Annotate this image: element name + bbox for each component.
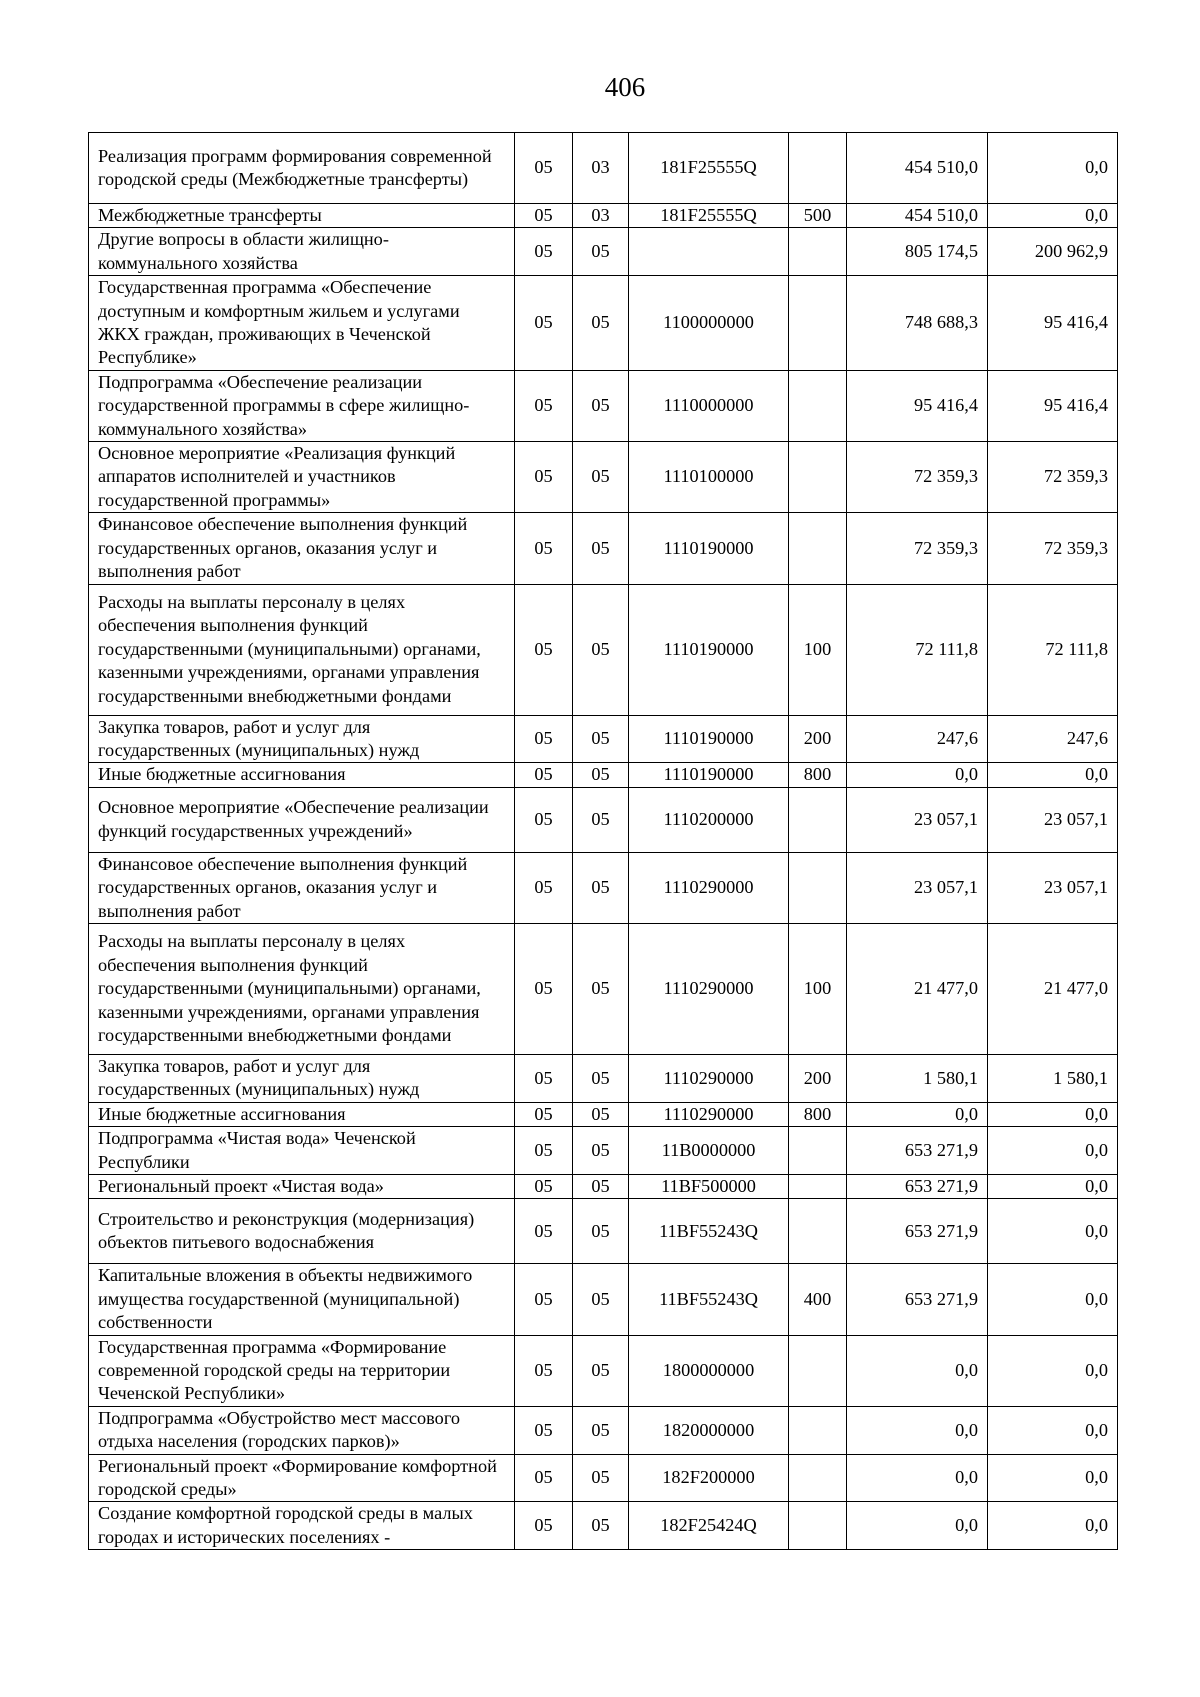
row-section-cell: 05	[515, 1174, 573, 1198]
row-amount-2-cell: 95 416,4	[988, 276, 1118, 371]
row-expense-type-cell	[789, 1174, 847, 1198]
row-name-cell: Региональный проект «Чистая вода»	[89, 1174, 515, 1198]
row-target-article-cell: 1110200000	[629, 787, 789, 852]
row-amount-2-cell: 0,0	[988, 1406, 1118, 1454]
row-amount-1-cell: 805 174,5	[847, 228, 988, 276]
row-amount-1-cell: 653 271,9	[847, 1264, 988, 1335]
table-row	[89, 276, 1118, 371]
row-name-cell: Иные бюджетные ассигнования	[89, 1102, 515, 1126]
row-amount-1-cell: 748 688,3	[847, 276, 988, 371]
row-expense-type-cell: 200	[789, 1054, 847, 1102]
row-subsection-cell: 03	[573, 204, 629, 228]
row-expense-type-cell: 400	[789, 1264, 847, 1335]
row-amount-1-cell: 72 359,3	[847, 513, 988, 584]
row-amount-2-cell: 0,0	[988, 1264, 1118, 1335]
table-row	[89, 204, 1118, 228]
row-section-cell: 05	[515, 1406, 573, 1454]
row-section-cell: 05	[515, 133, 573, 204]
budget-table	[88, 132, 1118, 1550]
row-section-cell: 05	[515, 276, 573, 371]
table-row	[89, 442, 1118, 513]
table-row	[89, 1335, 1118, 1406]
row-amount-1-cell: 247,6	[847, 715, 988, 763]
row-amount-1-cell: 0,0	[847, 1502, 988, 1550]
table-row	[89, 1199, 1118, 1264]
row-section-cell: 05	[515, 1264, 573, 1335]
row-subsection-cell: 05	[573, 1454, 629, 1502]
row-amount-1-cell: 21 477,0	[847, 923, 988, 1054]
row-section-cell: 05	[515, 584, 573, 715]
row-amount-2-cell: 200 962,9	[988, 228, 1118, 276]
row-expense-type-cell	[789, 1127, 847, 1175]
row-section-cell: 05	[515, 1502, 573, 1550]
table-row	[89, 1406, 1118, 1454]
row-section-cell: 05	[515, 787, 573, 852]
row-amount-1-cell: 653 271,9	[847, 1174, 988, 1198]
table-row	[89, 1054, 1118, 1102]
row-amount-2-cell: 0,0	[988, 1454, 1118, 1502]
row-target-article-cell: 11ВF500000	[629, 1174, 789, 1198]
row-name-cell: Финансовое обеспечение выполнения функций государственных органов, оказания услуг и выполнения работ	[89, 513, 515, 584]
row-section-cell: 05	[515, 513, 573, 584]
row-subsection-cell: 05	[573, 1502, 629, 1550]
row-subsection-cell: 05	[573, 228, 629, 276]
row-section-cell: 05	[515, 1127, 573, 1175]
row-section-cell: 05	[515, 442, 573, 513]
row-amount-2-cell: 95 416,4	[988, 370, 1118, 441]
row-name-cell: Государственная программа «Формирование современной городской среды на территории Чеченской Республики»	[89, 1335, 515, 1406]
row-amount-2-cell: 0,0	[988, 1335, 1118, 1406]
row-target-article-cell: 11ВF55243Q	[629, 1264, 789, 1335]
row-expense-type-cell	[789, 787, 847, 852]
table-row	[89, 715, 1118, 763]
row-expense-type-cell: 200	[789, 715, 847, 763]
row-subsection-cell: 05	[573, 715, 629, 763]
row-amount-2-cell: 72 111,8	[988, 584, 1118, 715]
table-row	[89, 1127, 1118, 1175]
row-name-cell: Подпрограмма «Чистая вода» Чеченской Республики	[89, 1127, 515, 1175]
row-subsection-cell: 05	[573, 852, 629, 923]
row-expense-type-cell: 100	[789, 584, 847, 715]
row-name-cell: Основное мероприятие «Реализация функций аппаратов исполнителей и участников государственной программы»	[89, 442, 515, 513]
row-subsection-cell: 05	[573, 1174, 629, 1198]
row-target-article-cell: 1110000000	[629, 370, 789, 441]
table-row	[89, 228, 1118, 276]
row-target-article-cell: 11ВF55243Q	[629, 1199, 789, 1264]
row-target-article-cell: 181F25555Q	[629, 133, 789, 204]
row-target-article-cell: 1110290000	[629, 1102, 789, 1126]
row-section-cell: 05	[515, 1454, 573, 1502]
row-amount-1-cell: 72 111,8	[847, 584, 988, 715]
row-amount-2-cell: 72 359,3	[988, 513, 1118, 584]
row-name-cell: Другие вопросы в области жилищно-коммунального хозяйства	[89, 228, 515, 276]
row-target-article-cell	[629, 228, 789, 276]
row-expense-type-cell	[789, 133, 847, 204]
row-amount-1-cell: 0,0	[847, 1102, 988, 1126]
row-amount-1-cell: 23 057,1	[847, 787, 988, 852]
page-number: 406	[604, 72, 646, 102]
table-row	[89, 852, 1118, 923]
row-amount-1-cell: 72 359,3	[847, 442, 988, 513]
table-row	[89, 584, 1118, 715]
row-subsection-cell: 05	[573, 1102, 629, 1126]
row-subsection-cell: 05	[573, 787, 629, 852]
row-section-cell: 05	[515, 204, 573, 228]
table-row	[89, 513, 1118, 584]
row-amount-1-cell: 0,0	[847, 763, 988, 787]
row-expense-type-cell	[789, 1199, 847, 1264]
row-expense-type-cell: 800	[789, 1102, 847, 1126]
row-target-article-cell: 1100000000	[629, 276, 789, 371]
row-subsection-cell: 05	[573, 513, 629, 584]
row-name-cell: Расходы на выплаты персоналу в целях обеспечения выполнения функций государственными (муниципальными) органами, казенными учреждениями, органами управления государственными внебюджетными фондами	[89, 923, 515, 1054]
table-row	[89, 1454, 1118, 1502]
row-expense-type-cell	[789, 852, 847, 923]
row-name-cell: Иные бюджетные ассигнования	[89, 763, 515, 787]
table-row	[89, 1174, 1118, 1198]
row-amount-2-cell: 72 359,3	[988, 442, 1118, 513]
row-amount-2-cell: 0,0	[988, 1199, 1118, 1264]
row-amount-2-cell: 0,0	[988, 763, 1118, 787]
row-name-cell: Основное мероприятие «Обеспечение реализации функций государственных учреждений»	[89, 787, 515, 852]
row-section-cell: 05	[515, 1102, 573, 1126]
row-amount-2-cell: 0,0	[988, 1174, 1118, 1198]
row-amount-2-cell: 0,0	[988, 1127, 1118, 1175]
row-target-article-cell: 1110190000	[629, 763, 789, 787]
row-amount-2-cell: 0,0	[988, 133, 1118, 204]
row-amount-2-cell: 1 580,1	[988, 1054, 1118, 1102]
row-expense-type-cell	[789, 276, 847, 371]
row-subsection-cell: 05	[573, 276, 629, 371]
row-section-cell: 05	[515, 370, 573, 441]
row-target-article-cell: 181F25555Q	[629, 204, 789, 228]
row-subsection-cell: 05	[573, 442, 629, 513]
row-subsection-cell: 05	[573, 370, 629, 441]
row-subsection-cell: 05	[573, 584, 629, 715]
row-name-cell: Подпрограмма «Обеспечение реализации государственной программы в сфере жилищно-коммунального хозяйства»	[89, 370, 515, 441]
row-section-cell: 05	[515, 763, 573, 787]
row-section-cell: 05	[515, 1335, 573, 1406]
row-amount-2-cell: 0,0	[988, 1502, 1118, 1550]
row-subsection-cell: 03	[573, 133, 629, 204]
row-amount-1-cell: 454 510,0	[847, 204, 988, 228]
table-row	[89, 1502, 1118, 1550]
row-target-article-cell: 1110290000	[629, 923, 789, 1054]
row-target-article-cell: 1110290000	[629, 1054, 789, 1102]
row-name-cell: Расходы на выплаты персоналу в целях обеспечения выполнения функций государственными (муниципальными) органами, казенными учреждениями, органами управления государственными внебюджетными фондами	[89, 584, 515, 715]
row-expense-type-cell	[789, 1454, 847, 1502]
table-row	[89, 763, 1118, 787]
row-amount-1-cell: 0,0	[847, 1406, 988, 1454]
row-expense-type-cell	[789, 1502, 847, 1550]
row-name-cell: Межбюджетные трансферты	[89, 204, 515, 228]
row-amount-1-cell: 653 271,9	[847, 1199, 988, 1264]
row-expense-type-cell	[789, 370, 847, 441]
row-name-cell: Государственная программа «Обеспечение доступным и комфортным жильем и услугами ЖКХ граждан, проживающих в Чеченской Республике»	[89, 276, 515, 371]
row-section-cell: 05	[515, 1054, 573, 1102]
row-subsection-cell: 05	[573, 1054, 629, 1102]
row-section-cell: 05	[515, 852, 573, 923]
table-row	[89, 923, 1118, 1054]
row-subsection-cell: 05	[573, 1199, 629, 1264]
row-expense-type-cell	[789, 513, 847, 584]
row-name-cell: Капитальные вложения в объекты недвижимого имущества государственной (муниципальной) собственности	[89, 1264, 515, 1335]
row-target-article-cell: 1820000000	[629, 1406, 789, 1454]
row-expense-type-cell: 500	[789, 204, 847, 228]
row-expense-type-cell	[789, 1335, 847, 1406]
row-amount-2-cell: 21 477,0	[988, 923, 1118, 1054]
row-target-article-cell: 1110190000	[629, 584, 789, 715]
row-target-article-cell: 182F25424Q	[629, 1502, 789, 1550]
row-subsection-cell: 05	[573, 923, 629, 1054]
row-name-cell: Закупка товаров, работ и услуг для государственных (муниципальных) нужд	[89, 715, 515, 763]
table-row	[89, 370, 1118, 441]
row-amount-2-cell: 247,6	[988, 715, 1118, 763]
row-target-article-cell: 1110190000	[629, 513, 789, 584]
row-amount-1-cell: 95 416,4	[847, 370, 988, 441]
table-body	[89, 133, 1118, 1550]
row-target-article-cell: 1110100000	[629, 442, 789, 513]
row-amount-1-cell: 653 271,9	[847, 1127, 988, 1175]
row-amount-1-cell: 0,0	[847, 1335, 988, 1406]
row-name-cell: Реализация программ формирования современной городской среды (Межбюджетные трансферты)	[89, 133, 515, 204]
row-section-cell: 05	[515, 228, 573, 276]
row-section-cell: 05	[515, 923, 573, 1054]
row-amount-2-cell: 23 057,1	[988, 787, 1118, 852]
row-name-cell: Региональный проект «Формирование комфортной городской среды»	[89, 1454, 515, 1502]
row-amount-2-cell: 0,0	[988, 1102, 1118, 1126]
row-subsection-cell: 05	[573, 1335, 629, 1406]
row-expense-type-cell: 100	[789, 923, 847, 1054]
row-amount-1-cell: 454 510,0	[847, 133, 988, 204]
row-section-cell: 05	[515, 715, 573, 763]
row-amount-1-cell: 1 580,1	[847, 1054, 988, 1102]
row-expense-type-cell	[789, 1406, 847, 1454]
row-expense-type-cell: 800	[789, 763, 847, 787]
row-target-article-cell: 1110290000	[629, 852, 789, 923]
row-amount-2-cell: 23 057,1	[988, 852, 1118, 923]
row-expense-type-cell	[789, 442, 847, 513]
row-target-article-cell: 1800000000	[629, 1335, 789, 1406]
row-section-cell: 05	[515, 1199, 573, 1264]
row-name-cell: Создание комфортной городской среды в малых городах и исторических поселениях -	[89, 1502, 515, 1550]
table-row	[89, 1264, 1118, 1335]
table-row	[89, 787, 1118, 852]
row-subsection-cell: 05	[573, 1127, 629, 1175]
table-row	[89, 1102, 1118, 1126]
row-target-article-cell: 182F200000	[629, 1454, 789, 1502]
row-target-article-cell: 11В0000000	[629, 1127, 789, 1175]
row-target-article-cell: 1110190000	[629, 715, 789, 763]
row-subsection-cell: 05	[573, 1406, 629, 1454]
row-subsection-cell: 05	[573, 763, 629, 787]
row-amount-2-cell: 0,0	[988, 204, 1118, 228]
row-name-cell: Закупка товаров, работ и услуг для государственных (муниципальных) нужд	[89, 1054, 515, 1102]
row-subsection-cell: 05	[573, 1264, 629, 1335]
row-amount-1-cell: 0,0	[847, 1454, 988, 1502]
row-amount-1-cell: 23 057,1	[847, 852, 988, 923]
row-name-cell: Подпрограмма «Обустройство мест массового отдыха населения (городских парков)»	[89, 1406, 515, 1454]
row-name-cell: Строительство и реконструкция (модернизация) объектов питьевого водоснабжения	[89, 1199, 515, 1264]
row-name-cell: Финансовое обеспечение выполнения функций государственных органов, оказания услуг и выполнения работ	[89, 852, 515, 923]
row-expense-type-cell	[789, 228, 847, 276]
table-row	[89, 133, 1118, 204]
